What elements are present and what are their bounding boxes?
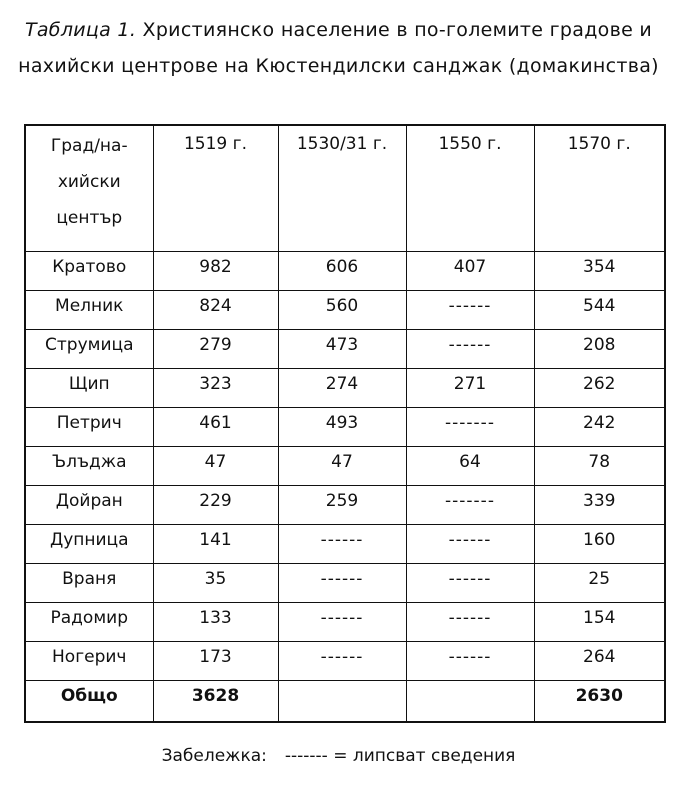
value-cell: ------ [406,564,534,603]
city-cell: Мелник [25,291,153,330]
city-cell: Дупница [25,525,153,564]
value-cell: ------ [278,564,406,603]
header-1550: 1550 г. [406,125,534,252]
value-cell: 141 [153,525,278,564]
value-cell: 473 [278,330,406,369]
table-row [25,564,665,603]
table-row [25,603,665,642]
value-cell: 35 [153,564,278,603]
total-row [25,681,665,723]
caption-prefix: Таблица 1. [24,19,137,41]
value-cell: 323 [153,369,278,408]
table-row [25,252,665,291]
table-row [25,330,665,369]
caption-line-1 [0,12,677,48]
value-cell: 606 [278,252,406,291]
table-row [25,525,665,564]
value-cell: 271 [406,369,534,408]
table-row [25,408,665,447]
city-cell: Ногерич [25,642,153,681]
value-cell: 64 [406,447,534,486]
value-cell: 78 [534,447,665,486]
header-1530-31: 1530/31 г. [278,125,406,252]
header-1519: 1519 г. [153,125,278,252]
city-cell: Радомир [25,603,153,642]
value-cell: ------ [406,603,534,642]
value-cell: 133 [153,603,278,642]
table-row [25,369,665,408]
total-value-1530-31 [278,681,406,723]
footnote-text: ------- = липсват сведения [284,746,516,766]
value-cell: 47 [278,447,406,486]
caption-line-2: нахийски центрове на Кюстендилски санджак (домакинства) [18,55,659,77]
city-cell: Кратово [25,252,153,291]
value-cell: 354 [534,252,665,291]
footnote-label: Забележка: [161,746,267,766]
header-city-line: център [56,208,123,228]
header-city [25,125,153,252]
city-cell: Щип [25,369,153,408]
total-value-1570: 2630 [534,681,665,723]
value-cell: 259 [278,486,406,525]
value-cell: 208 [534,330,665,369]
header-1570: 1570 г. [534,125,665,252]
table-row [25,486,665,525]
value-cell: 274 [278,369,406,408]
value-cell: ------ [406,525,534,564]
value-cell: 25 [534,564,665,603]
value-cell: 262 [534,369,665,408]
value-cell: 339 [534,486,665,525]
value-cell: ------ [278,525,406,564]
footnote [0,746,677,766]
city-cell: Дойран [25,486,153,525]
caption-title-part-1: Християнско население в по-големите градове и [142,19,653,41]
total-value-1550 [406,681,534,723]
value-cell: ------ [278,603,406,642]
total-value-1519: 3628 [153,681,278,723]
value-cell: 242 [534,408,665,447]
table-row [25,447,665,486]
value-cell: ------ [406,330,534,369]
city-cell: Петрич [25,408,153,447]
value-cell: 560 [278,291,406,330]
table-row [25,291,665,330]
value-cell: ------ [278,642,406,681]
header-city-line: Град/на- [50,136,128,156]
value-cell: 229 [153,486,278,525]
value-cell: 544 [534,291,665,330]
value-cell: 154 [534,603,665,642]
value-cell: 461 [153,408,278,447]
value-cell: ------ [406,291,534,330]
value-cell: 47 [153,447,278,486]
city-cell: Ълъджа [25,447,153,486]
total-label: Общо [25,681,153,723]
table-caption [0,12,677,84]
header-row [25,125,665,252]
value-cell: ------- [406,408,534,447]
value-cell: 264 [534,642,665,681]
header-city-line: хийски [57,172,121,192]
city-cell: Враня [25,564,153,603]
value-cell: ------- [406,486,534,525]
table-row [25,642,665,681]
value-cell: 493 [278,408,406,447]
value-cell: 982 [153,252,278,291]
value-cell: 824 [153,291,278,330]
value-cell: 407 [406,252,534,291]
value-cell: 279 [153,330,278,369]
value-cell: 173 [153,642,278,681]
population-table [24,124,666,723]
value-cell: 160 [534,525,665,564]
city-cell: Струмица [25,330,153,369]
value-cell: ------ [406,642,534,681]
